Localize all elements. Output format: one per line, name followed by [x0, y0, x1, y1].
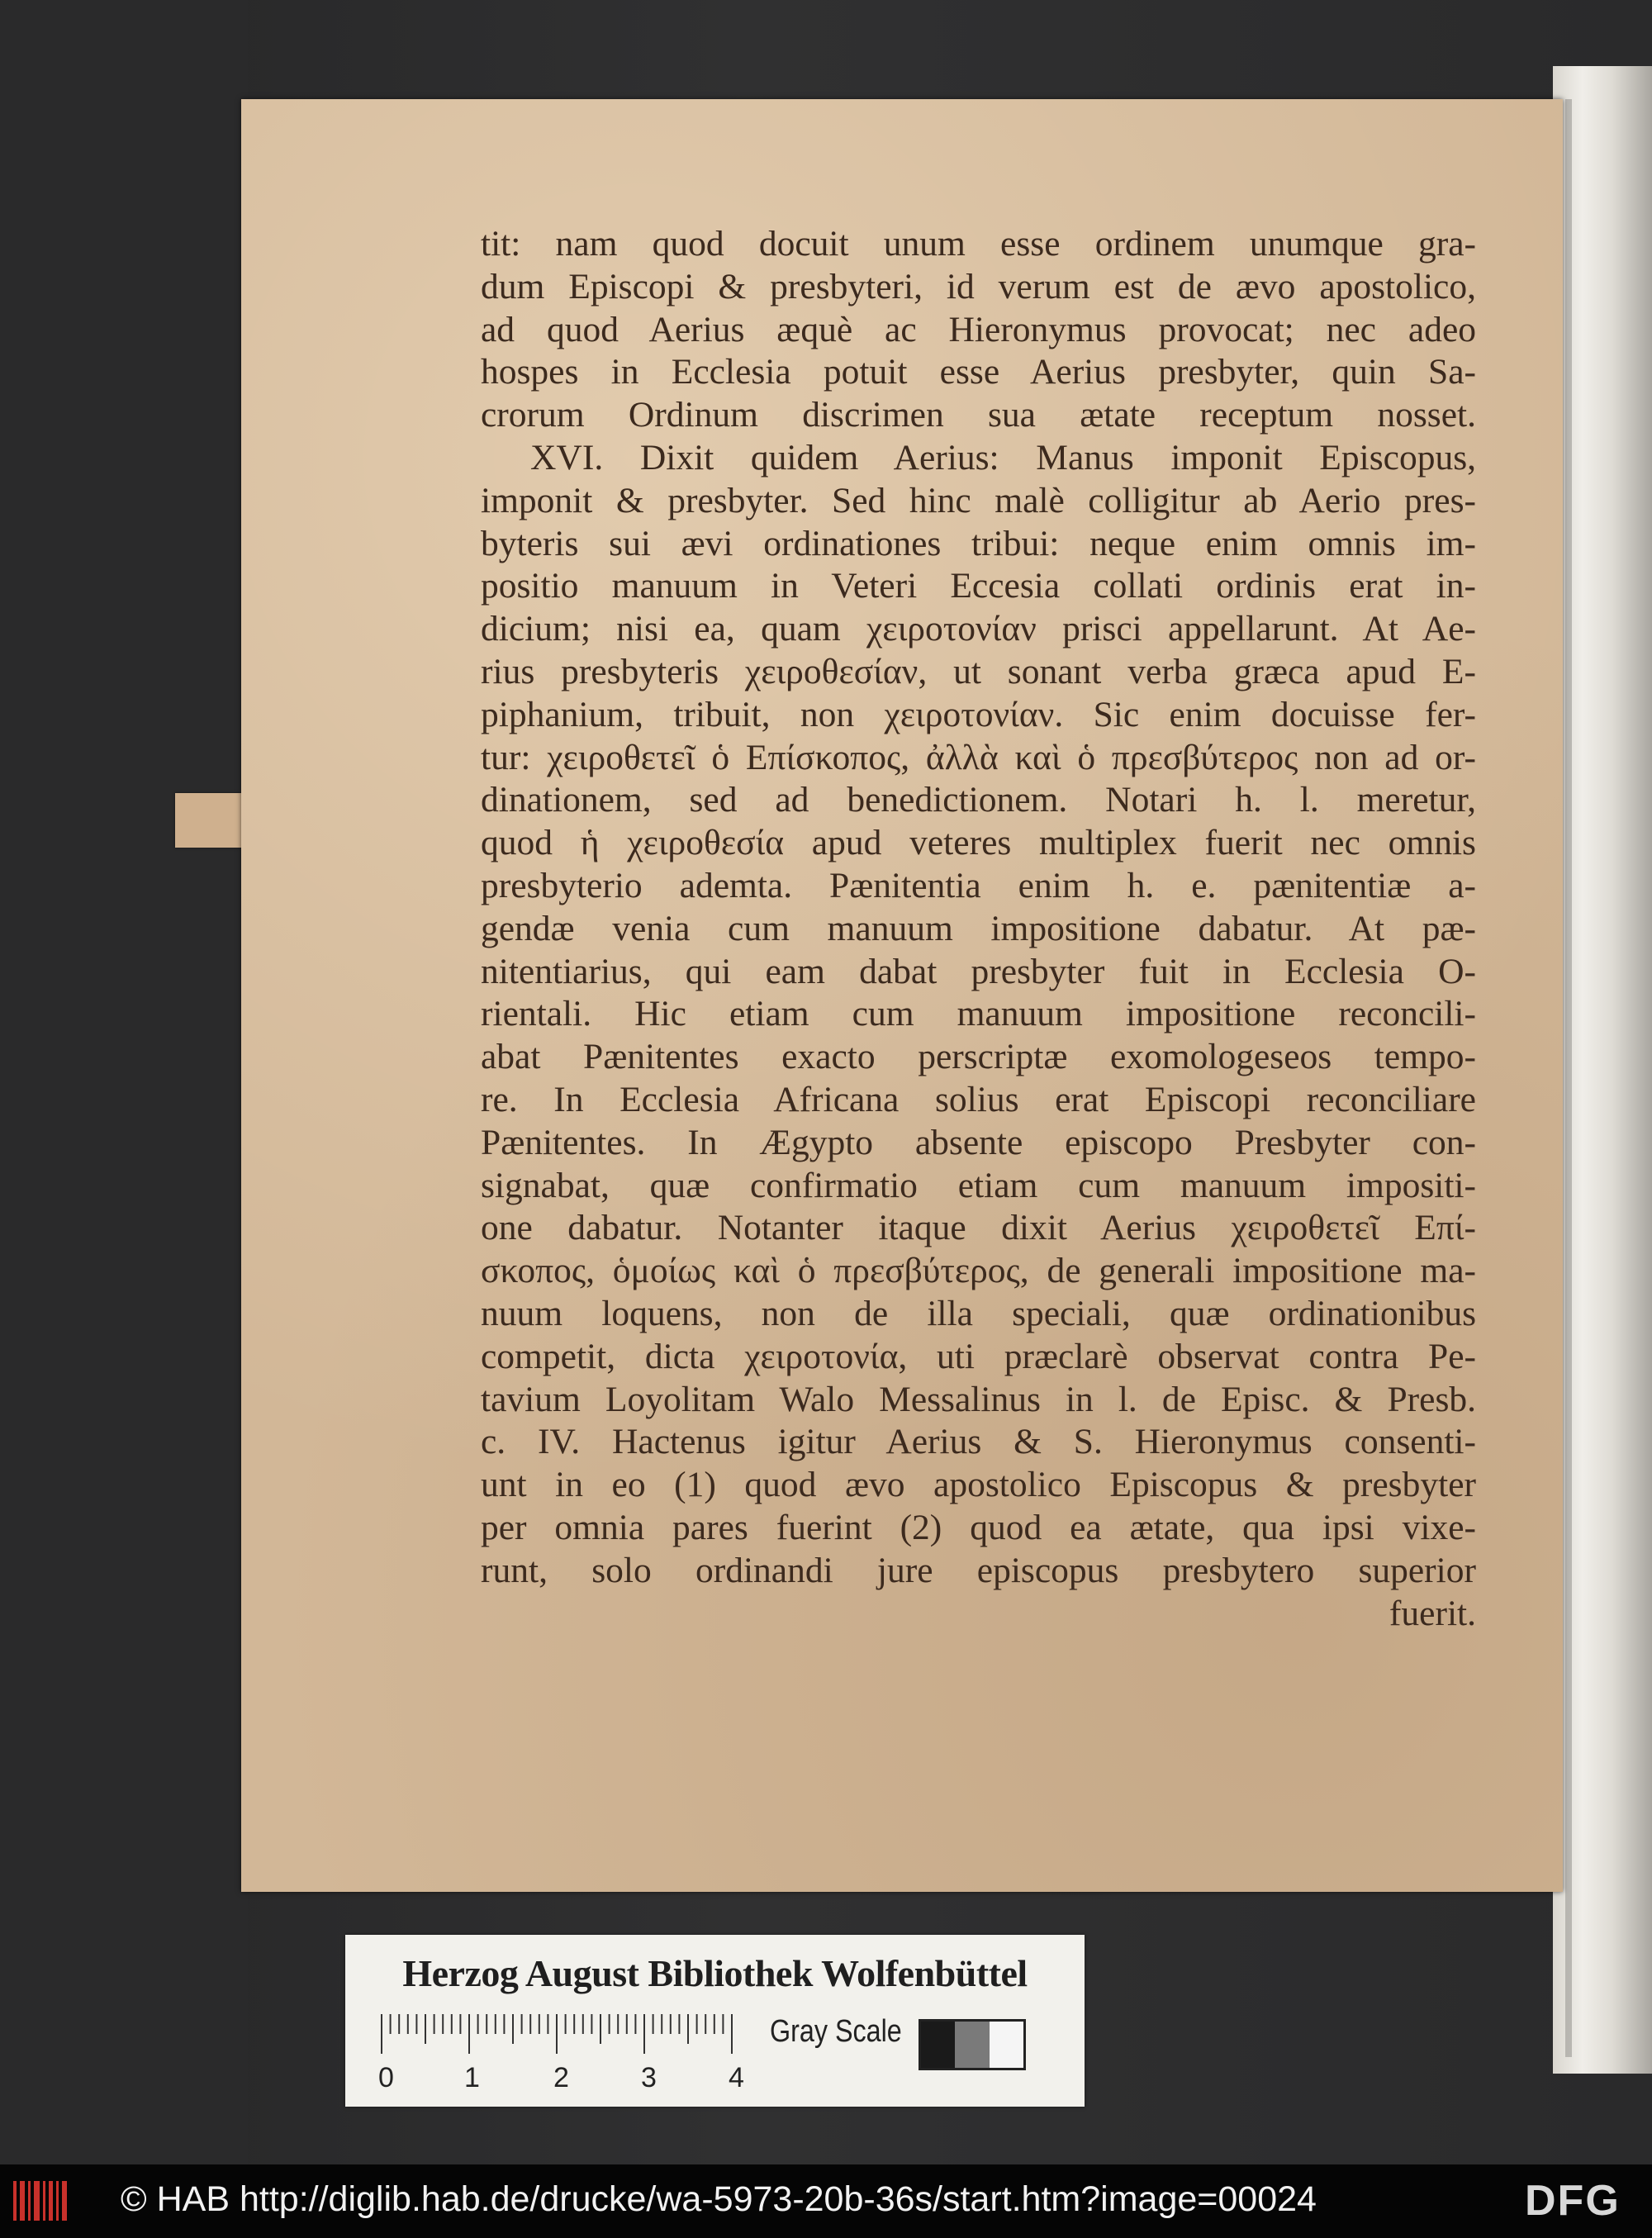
page-text-block — [481, 223, 1476, 1635]
text-line: tit: nam quod docuit unum esse ordinem unumque gra- — [481, 224, 1476, 264]
section-heading-line: XVI. Dixit quidem Aerius: Manus imponit Episcopus, — [530, 437, 1476, 478]
gray-swatch-light — [990, 2022, 1023, 2068]
text-line: dinationem, sed ad benedictionem. Notari h. l. meretur, — [481, 780, 1476, 820]
text-line: hospes in Ecclesia potuit esse Aerius presbyter, quin Sa- — [481, 352, 1476, 392]
text-line: gendæ venia cum manuum impositione dabatur. At pæ- — [481, 908, 1476, 948]
text-line: nitentiarius, qui eam dabat presbyter fuit in Ecclesia O- — [481, 951, 1476, 991]
footer-source-link[interactable]: © HAB http://diglib.hab.de/drucke/wa-5973-20b-36s/start.htm?image=00024 — [121, 2179, 1317, 2219]
gray-scale-label: Gray Scale — [770, 2014, 902, 2049]
barcode-icon — [12, 2178, 69, 2224]
book-edge-shadow — [1565, 99, 1572, 2057]
ruler-number: 2 — [553, 2062, 569, 2093]
gray-swatch-dark — [921, 2022, 955, 2068]
text-line: ad quod Aerius æquè ac Hieronymus provocat; nec adeo — [481, 309, 1476, 349]
text-line: signabat, quæ confirmatio etiam cum manuum impositi- — [481, 1165, 1476, 1205]
last-text-line: fuerit. — [1389, 1593, 1476, 1633]
library-name: Herzog August Bibliothek Wolfenbüttel — [402, 1952, 1028, 1994]
text-line: positio manuum in Veteri Eccesia collati ordinis erat in- — [481, 566, 1476, 606]
text-line: imponit & presbyter. Sed hinc malè colligitur ab Aerio pres- — [481, 480, 1476, 520]
text-line: re. In Ecclesia Africana solius erat Episcopi reconciliare — [481, 1079, 1476, 1119]
ruler — [378, 2011, 767, 2093]
gray-scale-swatches — [919, 2019, 1026, 2070]
gray-swatch-mid — [955, 2022, 989, 2068]
text-line: tavium Loyolitam Walo Messalinus in l. de Episc. & Presb. — [481, 1379, 1476, 1419]
ruler-number: 4 — [729, 2062, 744, 2093]
ruler-number: 1 — [464, 2062, 480, 2093]
ruler-number: 3 — [641, 2062, 657, 2093]
text-line: crorum Ordinum discrimen sua ætate receptum nosset. — [481, 395, 1476, 435]
text-line: c. IV. Hactenus igitur Aerius & S. Hieronymus consenti- — [481, 1422, 1476, 1462]
text-line: abat Pænitentes exacto perscriptæ exomologeseos tempo- — [481, 1037, 1476, 1077]
text-line: competit, dicta χειροτονία, uti præclarè observat contra Pe- — [481, 1336, 1476, 1376]
text-line: byteris sui ævi ordinationes tribui: neque enim omnis im- — [481, 523, 1476, 563]
text-line: per omnia pares fuerint (2) quod ea ætate, qua ipsi vixe- — [481, 1507, 1476, 1547]
text-line: quod ἡ χειροθεσία apud veteres multiplex fuerit nec omnis — [481, 823, 1476, 863]
ruler-number: 0 — [378, 2062, 394, 2093]
text-line: rius presbyteris χειροθεσίαν, ut sonant verba græca apud E- — [481, 651, 1476, 691]
text-line: presbyterio ademta. Pænitentia enim h. e. pænitentiæ a- — [481, 865, 1476, 905]
text-line: nuum loquens, non de illa speciali, quæ ordinationibus — [481, 1293, 1476, 1333]
binding-board — [0, 0, 248, 2164]
text-line: tur: χειροθετεῖ ὁ Επίσκοπος, ἀλλὰ καὶ ὁ πρεσβύτερος non ad or- — [481, 737, 1476, 777]
text-line: rientali. Hic etiam cum manuum impositione reconcili- — [481, 994, 1476, 1034]
page-tab — [175, 793, 241, 848]
text-line: σκοπος, ὁμοίως καὶ ὁ πρεσβύτερος, de generali impositione ma- — [481, 1251, 1476, 1291]
text-line: unt in eo (1) quod ævo apostolico Episcopus & presbyter — [481, 1465, 1476, 1505]
text-line: dicium; nisi ea, quam χειροτονίαν prisci appellarunt. At Ae- — [481, 609, 1476, 649]
text-line: piphanium, tribuit, non χειροτονίαν. Sic enim docuisse fer- — [481, 694, 1476, 734]
text-line: one dabatur. Notanter itaque dixit Aerius χειροθετεῖ Επί- — [481, 1208, 1476, 1248]
footer-bar — [0, 2164, 1652, 2238]
text-line: dum Episcopi & presbyteri, id verum est de ævo apostolico, — [481, 266, 1476, 306]
dfg-logo: DFG — [1525, 2177, 1621, 2225]
text-line: runt, solo ordinandi jure episcopus presbytero superior — [481, 1550, 1476, 1590]
library-color-label — [345, 1935, 1085, 2107]
text-line: Pænitentes. In Ægypto absente episcopo Presbyter con- — [481, 1122, 1476, 1162]
